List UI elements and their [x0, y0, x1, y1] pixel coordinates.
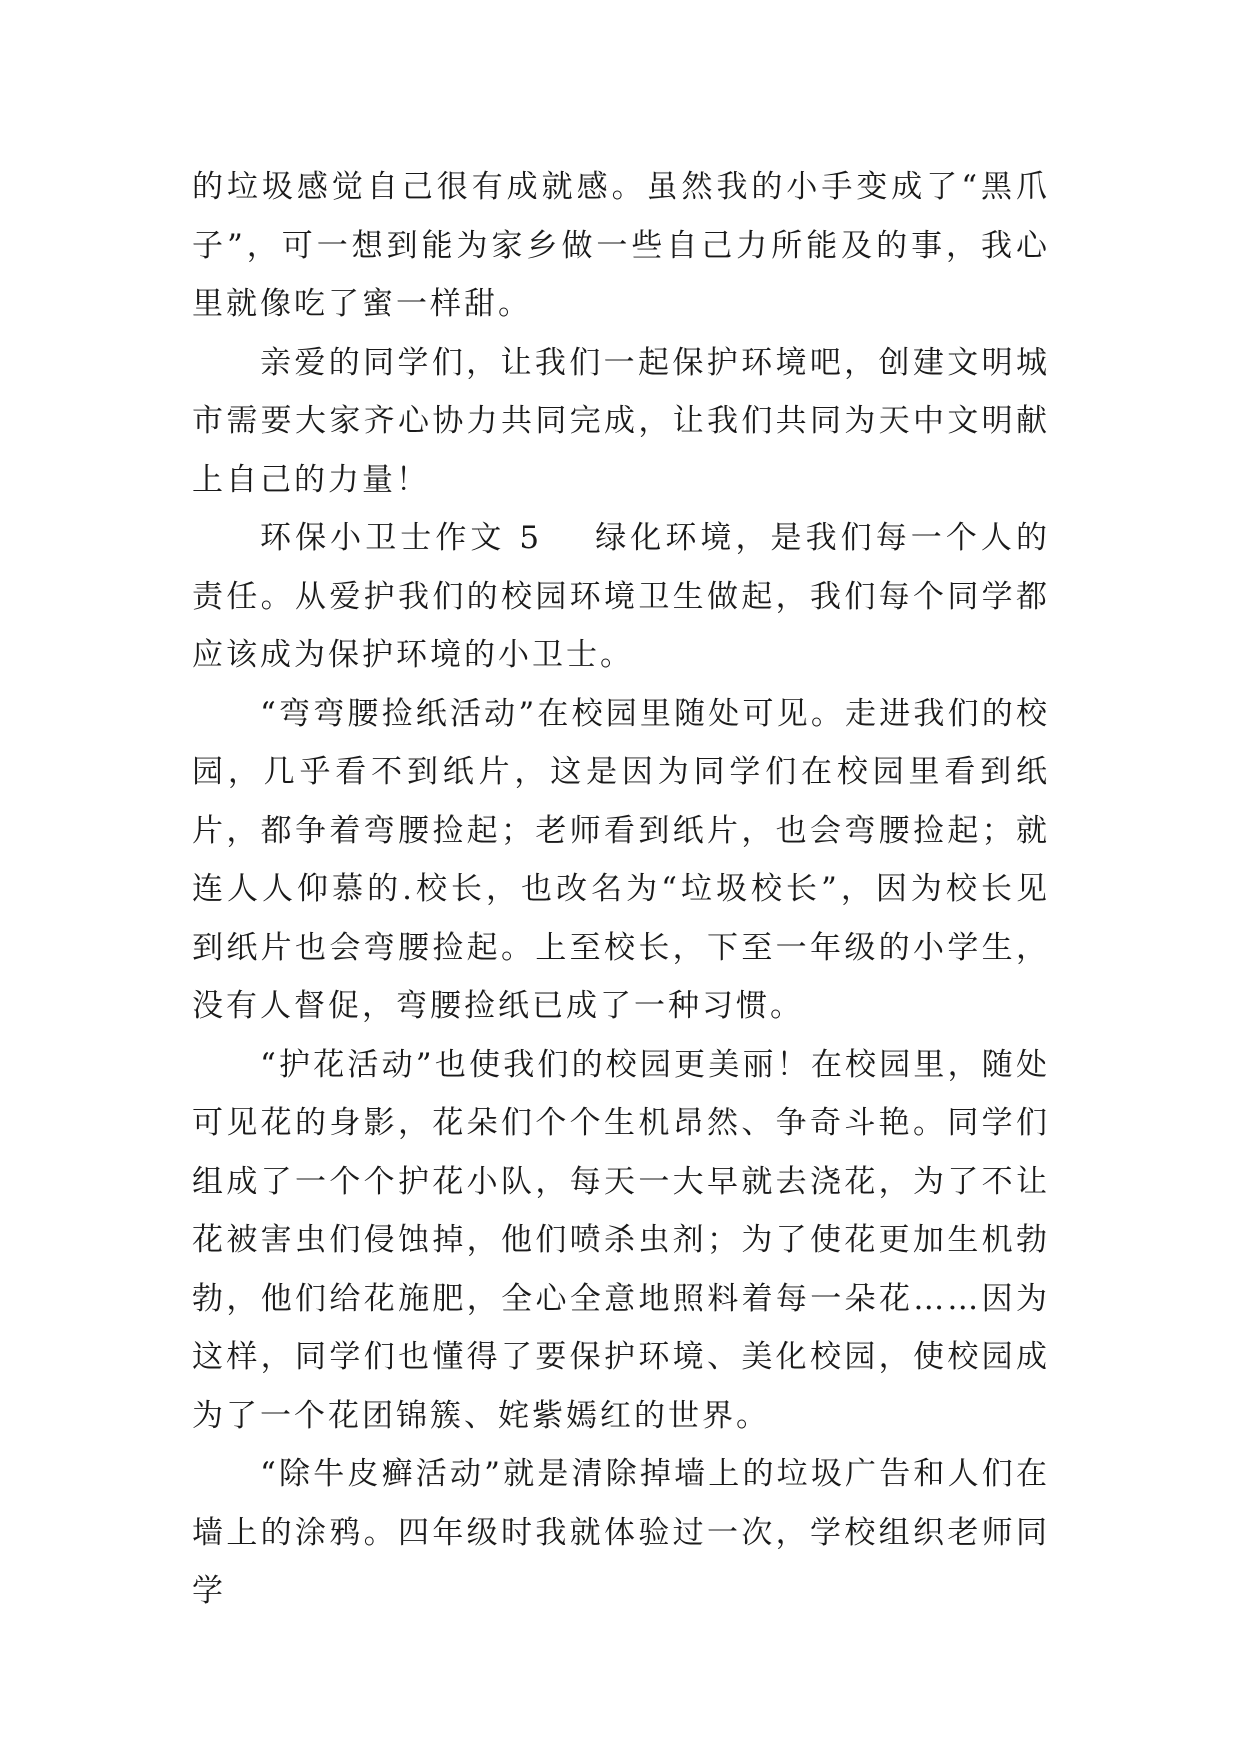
section-title: 环保小卫士作文 5: [260, 520, 543, 556]
paragraph-continued: 的垃圾感觉自己很有成就感。虽然我的小手变成了“黑爪子”，可一想到能为家乡做一些自己力所能及的事，我心里就像吃了蜜一样甜。: [192, 169, 1050, 322]
section-body: 绿化环境，是我们每一个人的责任。从爱护我们的校园环境卫生做起，我们每个同学都应该成为保护环境的小卫士。: [192, 520, 1051, 673]
paragraph: “护花活动”也使我们的校园更美丽！在校园里，随处可见花的身影，花朵们个个生机昂然、争奇斗艳。同学们组成了一个个护花小队，每天一大早就去浇花，为了不让花被害虫们侵蚀掉，他们喷杀虫剂；为了使花更加生机勃勃，他们给花施肥，全心全意地照料着每一朵花……因为这样，同学们也懂得了要保护环境、美化校园，使校园成为了一个花团锦簇、姹紫嫣红的世界。: [192, 1046, 1050, 1434]
section-paragraph: [192, 509, 1050, 685]
paragraph: “除牛皮癣活动”就是清除掉墙上的垃圾广告和人们在墙上的涂鸦。四年级时我就体验过一次，学校组织老师同学: [192, 1456, 1050, 1609]
paragraph: “弯弯腰捡纸活动”在校园里随处可见。走进我们的校园，几乎看不到纸片，这是因为同学们在校园里看到纸片，都争着弯腰捡起；老师看到纸片，也会弯腰捡起；就连人人仰慕的.校长，也改名为“垃圾校长”，因为校长见到纸片也会弯腰捡起。上至校长，下至一年级的小学生，没有人督促，弯腰捡纸已成了一种习惯。: [192, 695, 1050, 1024]
paragraph: 亲爱的同学们，让我们一起保护环境吧，创建文明城市需要大家齐心协力共同完成，让我们共同为天中文明献上自己的力量！: [192, 344, 1050, 498]
document-body: [192, 158, 1050, 1621]
